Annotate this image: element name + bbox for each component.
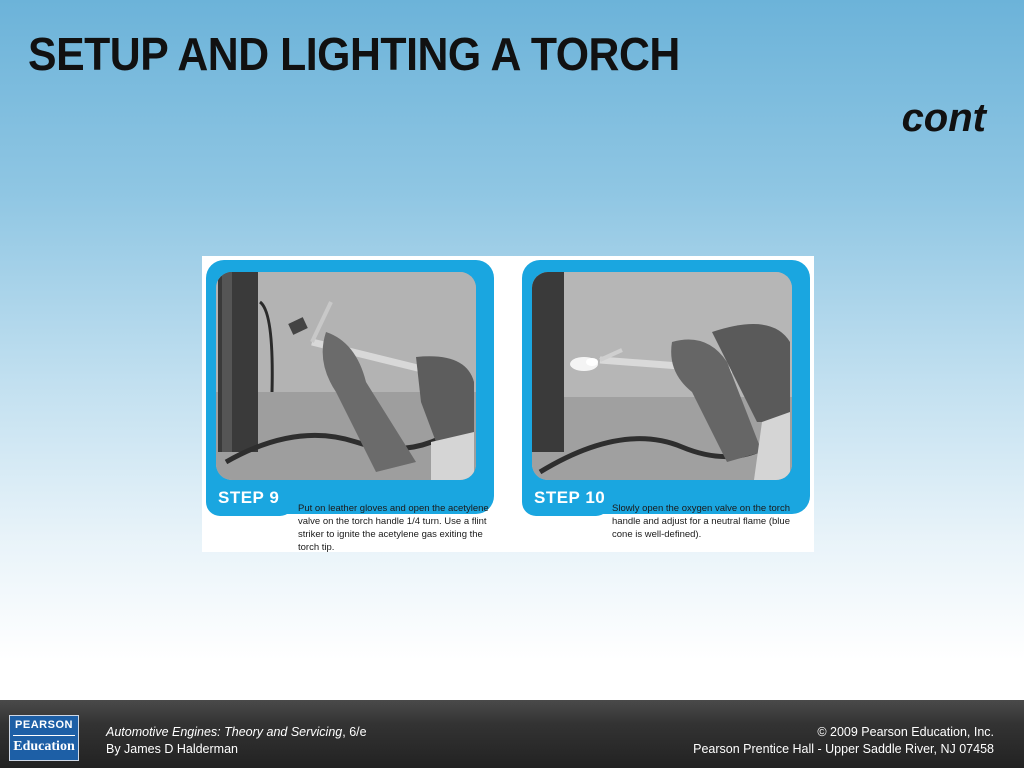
book-line xyxy=(106,724,367,741)
step-10-card xyxy=(518,256,814,552)
torch-steps-figure xyxy=(202,256,814,552)
book-credit xyxy=(106,724,367,758)
step-10-photo xyxy=(532,272,792,480)
step-10-label: STEP 10 xyxy=(534,488,606,507)
step-10-caption: Slowly open the oxygen valve on the torch handle and adjust for a neutral flame (blue cone is well-defined). xyxy=(612,503,790,540)
logo-bottom-text: Education xyxy=(13,739,75,754)
step-10-photo-illustration xyxy=(532,272,792,480)
logo-divider xyxy=(13,735,75,736)
slide-footer xyxy=(0,700,1024,768)
copyright-text: © 2009 Pearson Education, Inc. xyxy=(817,725,994,739)
step-9-caption: Put on leather gloves and open the acetylene valve on the torch handle 1/4 turn. Use a flint striker to ignite the acetylene gas exiting the torch tip. xyxy=(298,503,489,553)
book-title: Automotive Engines: Theory and Servicing xyxy=(106,725,343,739)
step-9-label: STEP 9 xyxy=(218,488,280,507)
step-9-card xyxy=(202,256,498,552)
slide-title: SETUP AND LIGHTING A TORCH xyxy=(28,28,680,80)
logo-top-text: PEARSON xyxy=(15,719,73,731)
step-9-photo xyxy=(216,272,476,480)
book-edition: , 6/e xyxy=(342,725,367,739)
pearson-education-logo xyxy=(9,715,79,761)
publisher-text: Pearson Prentice Hall - Upper Saddle River, NJ 07458 xyxy=(693,742,994,756)
book-author: By James D Halderman xyxy=(106,742,238,756)
step-9-photo-illustration xyxy=(216,272,476,480)
slide-subtitle: cont xyxy=(901,96,986,140)
publisher-credit xyxy=(693,724,994,758)
